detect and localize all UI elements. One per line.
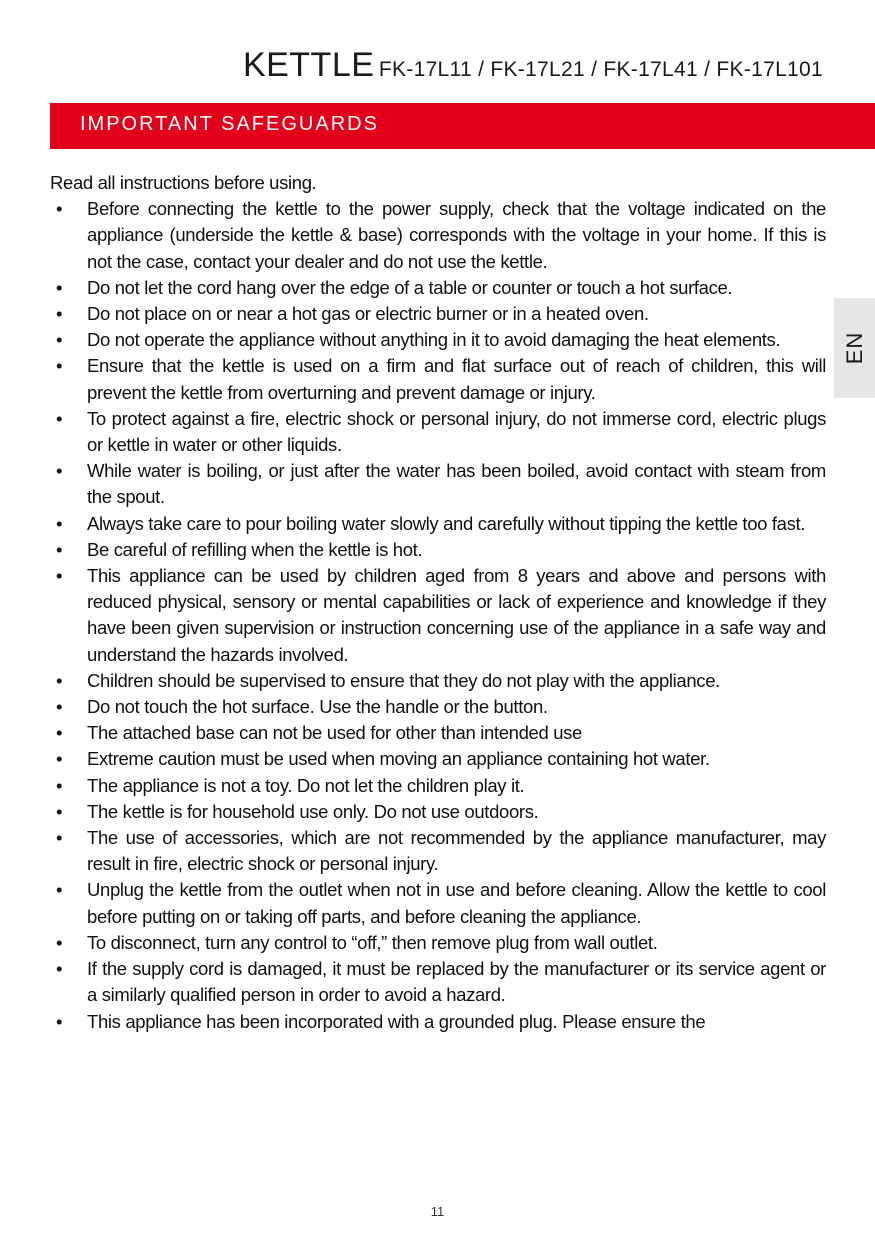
product-name: KETTLE [242, 46, 375, 84]
list-item [50, 327, 826, 353]
list-item-text: If the supply cord is damaged, it must be replaced by the manufacturer or its service agent or a similarly qualified person in order to avoid a hazard. [87, 958, 826, 1006]
bullet-icon: • [56, 722, 63, 744]
list-item [50, 799, 826, 825]
list-item [50, 275, 826, 301]
bullet-icon: • [56, 800, 63, 822]
list-item [50, 877, 826, 929]
list-item-text: Do not operate the appliance without anything in it to avoid damaging the heat elements. [87, 329, 781, 351]
list-item [50, 1009, 826, 1035]
bullet-icon: • [56, 696, 63, 718]
safeguards-content [50, 170, 826, 1035]
bullet-icon: • [56, 329, 63, 351]
list-item [50, 746, 826, 772]
language-tab [834, 298, 875, 398]
list-item [50, 458, 826, 510]
bullet-icon: • [56, 931, 63, 953]
bullet-icon: • [56, 276, 63, 298]
list-item-text: Unplug the kettle from the outlet when not in use and before cleaning. Allow the kettle to cool before putting on or taking off parts, and before cleaning the appliance. [87, 879, 826, 927]
list-item [50, 720, 826, 746]
list-item-text: While water is boiling, or just after the water has been boiled, avoid contact with steam from the spout. [87, 460, 826, 508]
page-number: 11 [430, 1204, 445, 1219]
list-item-text: Ensure that the kettle is used on a firm and flat surface out of reach of children, this will prevent the kettle from overturning and prevent damage or injury. [87, 355, 826, 403]
list-item-text: This appliance can be used by children aged from 8 years and above and persons with reduced physical, sensory or mental capabilities or lack of experience and knowledge if they have been given supervision or instruction concerning use of the appliance in a safe way and understand the hazards involved. [87, 565, 826, 665]
section-banner [50, 103, 875, 149]
list-item-text: Children should be supervised to ensure that they do not play with the appliance. [87, 669, 720, 691]
intro-text: Read all instructions before using. [50, 172, 317, 193]
bullet-icon: • [56, 407, 63, 429]
bullet-icon: • [56, 748, 63, 770]
list-item-text: The use of accessories, which are not recommended by the appliance manufacturer, may result in fire, electric shock or personal injury. [87, 827, 826, 875]
bullet-icon: • [56, 827, 63, 849]
bullet-icon: • [56, 1010, 63, 1032]
bullet-icon: • [56, 565, 63, 587]
bullet-icon: • [56, 879, 63, 901]
list-item-text: Before connecting the kettle to the power supply, check that the voltage indicated on the appliance (underside the kettle & base) corresponds with the voltage in your home. If this is not the case, contact your dealer and do not use the kettle. [87, 198, 826, 272]
list-item [50, 825, 826, 877]
bullet-icon: • [56, 303, 63, 325]
language-tab-label: EN [841, 331, 867, 365]
list-item [50, 668, 826, 694]
list-item [50, 511, 826, 537]
list-item-text: The attached base can not be used for other than intended use [87, 722, 582, 744]
list-item-text: Be careful of refilling when the kettle is hot. [87, 538, 423, 560]
list-item [50, 694, 826, 720]
list-item [50, 301, 826, 327]
list-item-text: Do not touch the hot surface. Use the handle or the button. [87, 696, 548, 718]
list-item-text: Always take care to pour boiling water slowly and carefully without tipping the kettle too fast. [87, 512, 806, 534]
list-item [50, 773, 826, 799]
page-title [243, 46, 823, 85]
list-item [50, 537, 826, 563]
list-item-text: Do not place on or near a hot gas or electric burner or in a heated oven. [87, 303, 649, 325]
bullet-icon: • [56, 198, 63, 220]
list-item-text: Extreme caution must be used when moving an appliance containing hot water. [87, 748, 710, 770]
list-item-text: To disconnect, turn any control to “off,” then remove plug from wall outlet. [87, 931, 658, 953]
bullet-icon: • [56, 669, 63, 691]
bullet-icon: • [56, 958, 63, 980]
list-item-text: The appliance is not a toy. Do not let the children play it. [87, 774, 525, 796]
list-item [50, 956, 826, 1008]
list-item-text: Do not let the cord hang over the edge of a table or counter or touch a hot surface. [87, 276, 733, 298]
list-item [50, 406, 826, 458]
section-heading: IMPORTANT SAFEGUARDS [80, 113, 379, 135]
list-item [50, 196, 826, 275]
list-item [50, 930, 826, 956]
list-item [50, 563, 826, 668]
bullet-icon: • [56, 774, 63, 796]
list-item-text: This appliance has been incorporated with a grounded plug. Please ensure the [87, 1010, 706, 1032]
list-item [50, 353, 826, 405]
list-item-text: The kettle is for household use only. Do not use outdoors. [87, 800, 539, 822]
safeguards-list [50, 196, 826, 1035]
bullet-icon: • [56, 460, 63, 482]
bullet-icon: • [56, 538, 63, 560]
model-numbers: FK-17L11 / FK-17L21 / FK-17L41 / FK-17L101 [378, 58, 823, 81]
bullet-icon: • [56, 355, 63, 377]
list-item-text: To protect against a fire, electric shock or personal injury, do not immerse cord, electric plugs or kettle in water or other liquids. [87, 407, 826, 456]
bullet-icon: • [56, 512, 63, 534]
